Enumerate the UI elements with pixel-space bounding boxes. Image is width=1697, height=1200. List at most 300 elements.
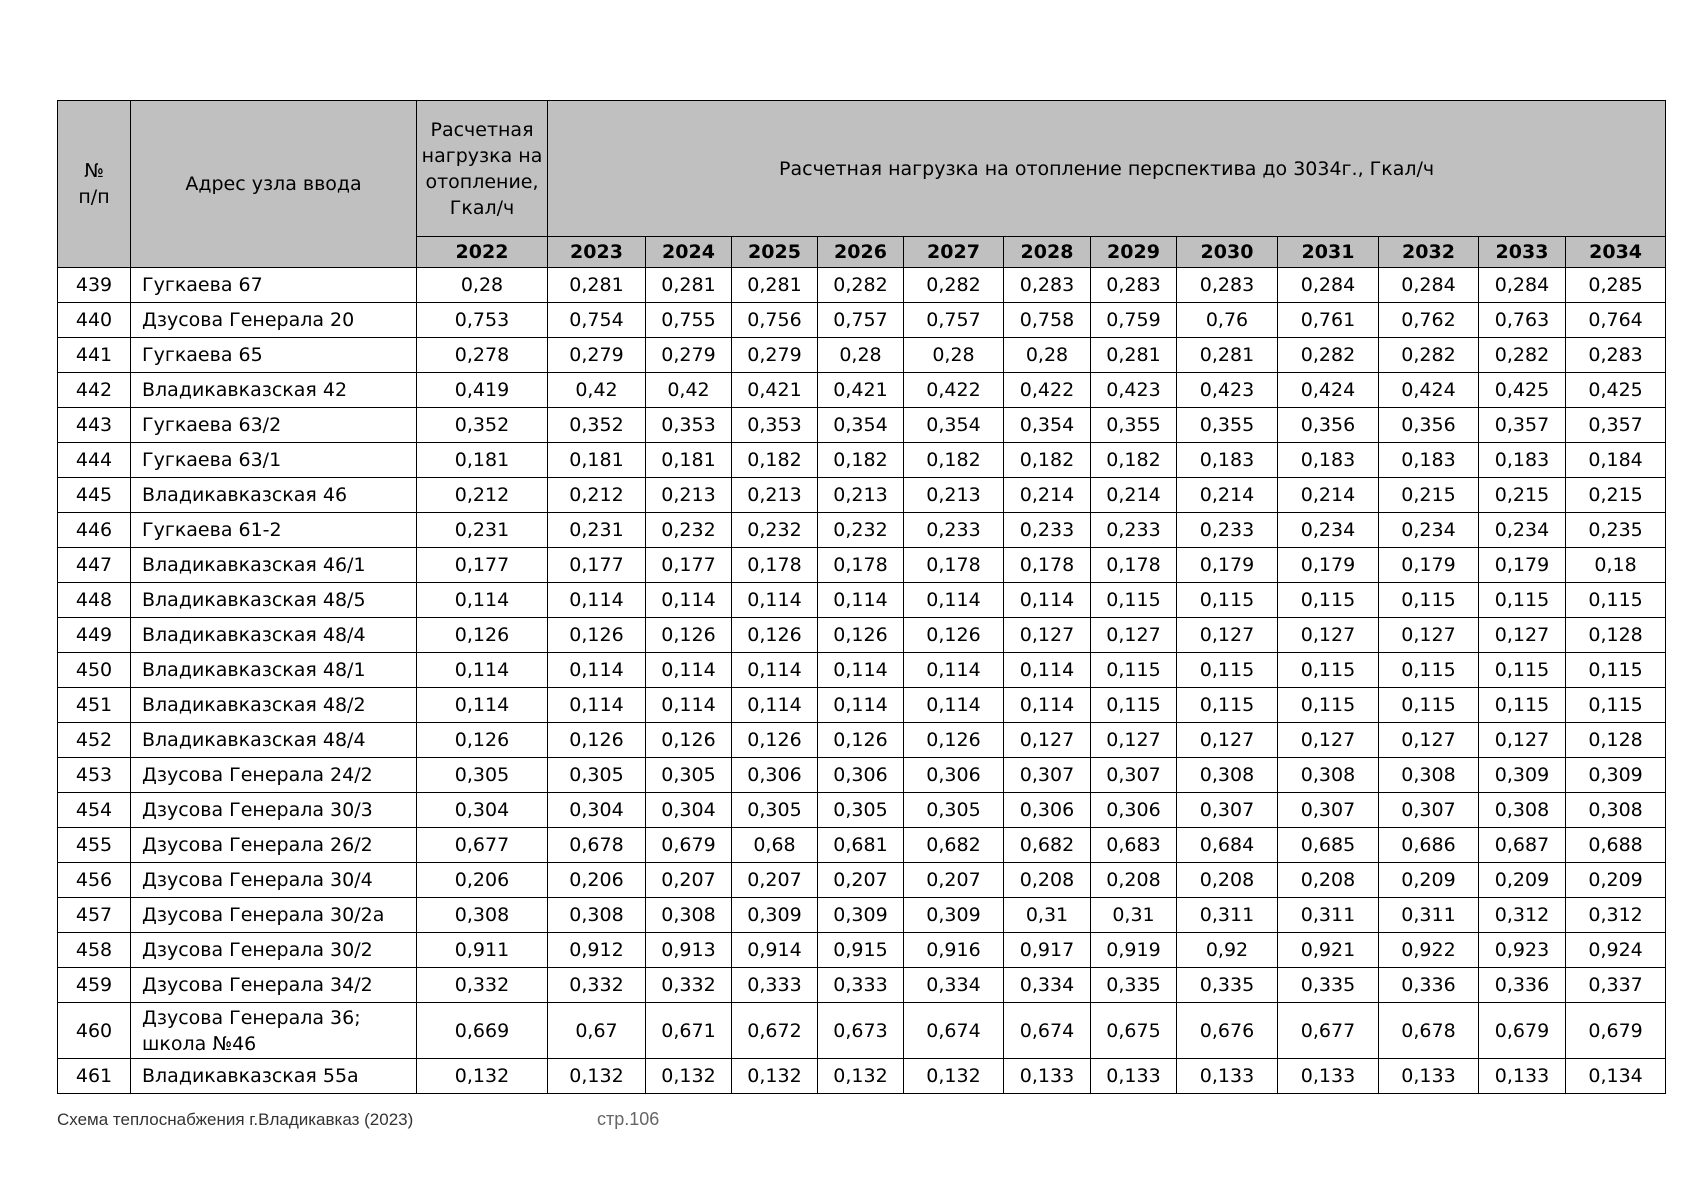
table-row <box>58 548 1666 583</box>
load-value-2032: 0,424 <box>1379 373 1479 408</box>
load-value-2030: 0,115 <box>1177 583 1278 618</box>
load-value-2028: 0,917 <box>1004 933 1091 968</box>
load-value-2022: 0,304 <box>417 793 548 828</box>
load-value-2029: 0,214 <box>1091 478 1177 513</box>
load-value-2030: 0,92 <box>1177 933 1278 968</box>
load-value-2024: 0,353 <box>646 408 732 443</box>
load-value-2028: 0,682 <box>1004 828 1091 863</box>
load-value-2027: 0,674 <box>904 1003 1004 1059</box>
load-value-2032: 0,127 <box>1379 723 1479 758</box>
load-value-2025: 0,114 <box>732 583 818 618</box>
load-value-2032: 0,311 <box>1379 898 1479 933</box>
load-value-2034: 0,115 <box>1566 583 1666 618</box>
load-value-2033: 0,215 <box>1479 478 1566 513</box>
load-value-2032: 0,678 <box>1379 1003 1479 1059</box>
load-value-2034: 0,115 <box>1566 653 1666 688</box>
load-value-2032: 0,115 <box>1379 688 1479 723</box>
load-value-2029: 0,31 <box>1091 898 1177 933</box>
table-row <box>58 408 1666 443</box>
year-header-2025: 2025 <box>732 237 818 268</box>
load-value-2023: 0,212 <box>548 478 646 513</box>
row-address: Дзусова Генерала 26/2 <box>131 828 417 863</box>
header-num: № п/п <box>58 101 131 268</box>
load-value-2032: 0,215 <box>1379 478 1479 513</box>
row-number: 441 <box>58 338 131 373</box>
year-header-2031: 2031 <box>1278 237 1379 268</box>
load-value-2022: 0,126 <box>417 723 548 758</box>
load-value-2028: 0,422 <box>1004 373 1091 408</box>
year-header-2034: 2034 <box>1566 237 1666 268</box>
load-value-2029: 0,283 <box>1091 268 1177 303</box>
load-value-2025: 0,178 <box>732 548 818 583</box>
load-value-2026: 0,354 <box>818 408 904 443</box>
row-number: 461 <box>58 1059 131 1094</box>
load-value-2034: 0,115 <box>1566 688 1666 723</box>
load-value-2029: 0,335 <box>1091 968 1177 1003</box>
year-header-2022: 2022 <box>417 237 548 268</box>
load-value-2026: 0,126 <box>818 723 904 758</box>
load-value-2032: 0,115 <box>1379 583 1479 618</box>
load-value-2024: 0,755 <box>646 303 732 338</box>
load-value-2031: 0,282 <box>1278 338 1379 373</box>
load-value-2026: 0,207 <box>818 863 904 898</box>
load-value-2026: 0,757 <box>818 303 904 338</box>
load-value-2028: 0,28 <box>1004 338 1091 373</box>
load-value-2031: 0,308 <box>1278 758 1379 793</box>
load-value-2031: 0,133 <box>1278 1059 1379 1094</box>
table-row <box>58 1003 1666 1059</box>
load-value-2032: 0,922 <box>1379 933 1479 968</box>
row-number: 448 <box>58 583 131 618</box>
load-value-2033: 0,234 <box>1479 513 1566 548</box>
load-value-2022: 0,332 <box>417 968 548 1003</box>
load-value-2032: 0,307 <box>1379 793 1479 828</box>
load-value-2031: 0,115 <box>1278 653 1379 688</box>
row-address: Дзусова Генерала 30/2а <box>131 898 417 933</box>
load-value-2034: 0,309 <box>1566 758 1666 793</box>
load-value-2029: 0,115 <box>1091 653 1177 688</box>
load-value-2022: 0,132 <box>417 1059 548 1094</box>
load-value-2034: 0,679 <box>1566 1003 1666 1059</box>
load-value-2030: 0,115 <box>1177 688 1278 723</box>
load-value-2029: 0,683 <box>1091 828 1177 863</box>
load-value-2032: 0,336 <box>1379 968 1479 1003</box>
load-value-2023: 0,177 <box>548 548 646 583</box>
row-address: Владикавказская 48/5 <box>131 583 417 618</box>
load-value-2022: 0,753 <box>417 303 548 338</box>
load-value-2033: 0,309 <box>1479 758 1566 793</box>
load-value-2033: 0,284 <box>1479 268 1566 303</box>
load-value-2026: 0,114 <box>818 688 904 723</box>
load-value-2022: 0,911 <box>417 933 548 968</box>
load-value-2022: 0,126 <box>417 618 548 653</box>
load-value-2028: 0,214 <box>1004 478 1091 513</box>
load-value-2030: 0,281 <box>1177 338 1278 373</box>
load-value-2027: 0,334 <box>904 968 1004 1003</box>
load-value-2023: 0,126 <box>548 723 646 758</box>
load-value-2026: 0,28 <box>818 338 904 373</box>
load-value-2033: 0,115 <box>1479 653 1566 688</box>
load-value-2023: 0,206 <box>548 863 646 898</box>
load-value-2028: 0,334 <box>1004 968 1091 1003</box>
row-address: Гугкаева 61-2 <box>131 513 417 548</box>
load-value-2026: 0,309 <box>818 898 904 933</box>
table-row <box>58 723 1666 758</box>
load-value-2025: 0,672 <box>732 1003 818 1059</box>
load-value-2022: 0,305 <box>417 758 548 793</box>
year-header-2028: 2028 <box>1004 237 1091 268</box>
load-value-2027: 0,126 <box>904 618 1004 653</box>
table-row <box>58 688 1666 723</box>
load-value-2027: 0,28 <box>904 338 1004 373</box>
year-header-2029: 2029 <box>1091 237 1177 268</box>
header-address: Адрес узла ввода <box>131 101 417 268</box>
load-value-2024: 0,671 <box>646 1003 732 1059</box>
load-value-2025: 0,279 <box>732 338 818 373</box>
load-value-2022: 0,278 <box>417 338 548 373</box>
load-value-2025: 0,68 <box>732 828 818 863</box>
load-value-2032: 0,762 <box>1379 303 1479 338</box>
load-value-2034: 0,235 <box>1566 513 1666 548</box>
load-value-2033: 0,336 <box>1479 968 1566 1003</box>
load-value-2024: 0,126 <box>646 723 732 758</box>
load-value-2022: 0,212 <box>417 478 548 513</box>
load-value-2022: 0,669 <box>417 1003 548 1059</box>
load-value-2025: 0,306 <box>732 758 818 793</box>
load-value-2032: 0,115 <box>1379 653 1479 688</box>
load-value-2027: 0,233 <box>904 513 1004 548</box>
load-value-2024: 0,304 <box>646 793 732 828</box>
row-number: 445 <box>58 478 131 513</box>
load-value-2030: 0,311 <box>1177 898 1278 933</box>
load-value-2026: 0,915 <box>818 933 904 968</box>
load-value-2030: 0,684 <box>1177 828 1278 863</box>
load-value-2030: 0,133 <box>1177 1059 1278 1094</box>
row-number: 456 <box>58 863 131 898</box>
load-value-2031: 0,208 <box>1278 863 1379 898</box>
table-row <box>58 443 1666 478</box>
load-value-2034: 0,184 <box>1566 443 1666 478</box>
load-value-2026: 0,213 <box>818 478 904 513</box>
row-address: Гугкаева 63/2 <box>131 408 417 443</box>
load-value-2027: 0,305 <box>904 793 1004 828</box>
load-value-2025: 0,353 <box>732 408 818 443</box>
row-address: Дзусова Генерала 30/2 <box>131 933 417 968</box>
load-value-2024: 0,279 <box>646 338 732 373</box>
load-value-2026: 0,114 <box>818 653 904 688</box>
header-base-load: Расчетная нагрузка на отопление, Гкал/ч <box>417 101 548 237</box>
load-value-2028: 0,233 <box>1004 513 1091 548</box>
load-value-2031: 0,284 <box>1278 268 1379 303</box>
load-value-2030: 0,423 <box>1177 373 1278 408</box>
row-number: 446 <box>58 513 131 548</box>
row-number: 443 <box>58 408 131 443</box>
row-number: 460 <box>58 1003 131 1059</box>
load-value-2033: 0,923 <box>1479 933 1566 968</box>
table-row <box>58 618 1666 653</box>
load-value-2026: 0,333 <box>818 968 904 1003</box>
load-value-2027: 0,178 <box>904 548 1004 583</box>
load-value-2033: 0,687 <box>1479 828 1566 863</box>
load-value-2031: 0,214 <box>1278 478 1379 513</box>
load-value-2031: 0,921 <box>1278 933 1379 968</box>
load-value-2030: 0,335 <box>1177 968 1278 1003</box>
load-value-2029: 0,919 <box>1091 933 1177 968</box>
row-number: 459 <box>58 968 131 1003</box>
row-address: Дзусова Генерала 36; школа №46 <box>131 1003 417 1059</box>
row-address: Дзусова Генерала 20 <box>131 303 417 338</box>
load-value-2025: 0,281 <box>732 268 818 303</box>
load-value-2028: 0,354 <box>1004 408 1091 443</box>
load-value-2025: 0,132 <box>732 1059 818 1094</box>
load-value-2023: 0,279 <box>548 338 646 373</box>
load-value-2029: 0,208 <box>1091 863 1177 898</box>
load-value-2027: 0,182 <box>904 443 1004 478</box>
load-value-2025: 0,914 <box>732 933 818 968</box>
load-value-2033: 0,179 <box>1479 548 1566 583</box>
load-value-2023: 0,42 <box>548 373 646 408</box>
load-value-2025: 0,126 <box>732 618 818 653</box>
row-number: 451 <box>58 688 131 723</box>
load-value-2027: 0,354 <box>904 408 1004 443</box>
load-value-2023: 0,231 <box>548 513 646 548</box>
load-value-2029: 0,182 <box>1091 443 1177 478</box>
load-value-2032: 0,127 <box>1379 618 1479 653</box>
table-row <box>58 758 1666 793</box>
load-value-2030: 0,676 <box>1177 1003 1278 1059</box>
load-value-2022: 0,206 <box>417 863 548 898</box>
load-value-2024: 0,213 <box>646 478 732 513</box>
load-value-2033: 0,282 <box>1479 338 1566 373</box>
table-row <box>58 933 1666 968</box>
load-value-2031: 0,127 <box>1278 618 1379 653</box>
load-value-2026: 0,421 <box>818 373 904 408</box>
load-value-2032: 0,133 <box>1379 1059 1479 1094</box>
load-value-2023: 0,114 <box>548 688 646 723</box>
load-value-2026: 0,232 <box>818 513 904 548</box>
year-header-2032: 2032 <box>1379 237 1479 268</box>
row-address: Владикавказская 55а <box>131 1059 417 1094</box>
table-row <box>58 583 1666 618</box>
load-value-2023: 0,67 <box>548 1003 646 1059</box>
load-value-2033: 0,308 <box>1479 793 1566 828</box>
load-value-2032: 0,308 <box>1379 758 1479 793</box>
load-value-2026: 0,282 <box>818 268 904 303</box>
load-value-2028: 0,758 <box>1004 303 1091 338</box>
row-number: 442 <box>58 373 131 408</box>
load-value-2026: 0,114 <box>818 583 904 618</box>
load-value-2029: 0,355 <box>1091 408 1177 443</box>
load-value-2029: 0,759 <box>1091 303 1177 338</box>
year-header-2023: 2023 <box>548 237 646 268</box>
load-value-2034: 0,128 <box>1566 618 1666 653</box>
load-value-2030: 0,76 <box>1177 303 1278 338</box>
load-value-2022: 0,419 <box>417 373 548 408</box>
row-number: 453 <box>58 758 131 793</box>
row-number: 457 <box>58 898 131 933</box>
load-value-2029: 0,127 <box>1091 723 1177 758</box>
year-header-2030: 2030 <box>1177 237 1278 268</box>
load-value-2026: 0,681 <box>818 828 904 863</box>
load-value-2026: 0,306 <box>818 758 904 793</box>
heat-load-table <box>57 100 1666 1094</box>
table-row <box>58 828 1666 863</box>
load-value-2026: 0,126 <box>818 618 904 653</box>
load-value-2032: 0,284 <box>1379 268 1479 303</box>
load-value-2022: 0,308 <box>417 898 548 933</box>
load-value-2025: 0,114 <box>732 653 818 688</box>
row-number: 458 <box>58 933 131 968</box>
load-value-2033: 0,679 <box>1479 1003 1566 1059</box>
load-value-2033: 0,312 <box>1479 898 1566 933</box>
load-value-2034: 0,134 <box>1566 1059 1666 1094</box>
row-address: Дзусова Генерала 30/4 <box>131 863 417 898</box>
load-value-2033: 0,133 <box>1479 1059 1566 1094</box>
load-value-2030: 0,307 <box>1177 793 1278 828</box>
load-value-2029: 0,233 <box>1091 513 1177 548</box>
load-value-2029: 0,127 <box>1091 618 1177 653</box>
load-value-2031: 0,307 <box>1278 793 1379 828</box>
load-value-2029: 0,675 <box>1091 1003 1177 1059</box>
year-header-2024: 2024 <box>646 237 732 268</box>
table-row <box>58 513 1666 548</box>
load-value-2022: 0,114 <box>417 688 548 723</box>
load-value-2024: 0,913 <box>646 933 732 968</box>
load-value-2027: 0,207 <box>904 863 1004 898</box>
load-value-2033: 0,209 <box>1479 863 1566 898</box>
load-value-2023: 0,912 <box>548 933 646 968</box>
load-value-2031: 0,335 <box>1278 968 1379 1003</box>
year-header-2026: 2026 <box>818 237 904 268</box>
load-value-2034: 0,283 <box>1566 338 1666 373</box>
row-address: Дзусова Генерала 30/3 <box>131 793 417 828</box>
row-number: 450 <box>58 653 131 688</box>
row-address: Дзусова Генерала 24/2 <box>131 758 417 793</box>
load-value-2023: 0,332 <box>548 968 646 1003</box>
load-value-2027: 0,114 <box>904 653 1004 688</box>
load-value-2034: 0,215 <box>1566 478 1666 513</box>
load-value-2027: 0,126 <box>904 723 1004 758</box>
load-value-2024: 0,207 <box>646 863 732 898</box>
table-row <box>58 373 1666 408</box>
load-value-2023: 0,114 <box>548 583 646 618</box>
load-value-2033: 0,115 <box>1479 583 1566 618</box>
load-value-2028: 0,114 <box>1004 583 1091 618</box>
load-value-2031: 0,424 <box>1278 373 1379 408</box>
load-value-2031: 0,685 <box>1278 828 1379 863</box>
row-number: 439 <box>58 268 131 303</box>
load-value-2027: 0,422 <box>904 373 1004 408</box>
load-value-2033: 0,115 <box>1479 688 1566 723</box>
load-value-2024: 0,332 <box>646 968 732 1003</box>
load-value-2032: 0,179 <box>1379 548 1479 583</box>
load-value-2034: 0,312 <box>1566 898 1666 933</box>
load-value-2031: 0,311 <box>1278 898 1379 933</box>
load-value-2030: 0,183 <box>1177 443 1278 478</box>
row-address: Владикавказская 46/1 <box>131 548 417 583</box>
load-value-2028: 0,114 <box>1004 688 1091 723</box>
table-row <box>58 338 1666 373</box>
load-value-2033: 0,183 <box>1479 443 1566 478</box>
load-value-2023: 0,678 <box>548 828 646 863</box>
load-value-2024: 0,181 <box>646 443 732 478</box>
row-address: Владикавказская 48/2 <box>131 688 417 723</box>
load-value-2030: 0,233 <box>1177 513 1278 548</box>
load-value-2023: 0,181 <box>548 443 646 478</box>
load-value-2034: 0,209 <box>1566 863 1666 898</box>
load-value-2030: 0,208 <box>1177 863 1278 898</box>
load-value-2024: 0,114 <box>646 688 732 723</box>
load-value-2027: 0,114 <box>904 583 1004 618</box>
load-value-2022: 0,177 <box>417 548 548 583</box>
load-value-2023: 0,126 <box>548 618 646 653</box>
load-value-2024: 0,177 <box>646 548 732 583</box>
load-value-2025: 0,305 <box>732 793 818 828</box>
load-value-2024: 0,114 <box>646 653 732 688</box>
row-address: Владикавказская 42 <box>131 373 417 408</box>
load-value-2025: 0,182 <box>732 443 818 478</box>
load-value-2026: 0,178 <box>818 548 904 583</box>
load-value-2028: 0,307 <box>1004 758 1091 793</box>
load-value-2024: 0,308 <box>646 898 732 933</box>
load-value-2026: 0,673 <box>818 1003 904 1059</box>
load-value-2022: 0,114 <box>417 653 548 688</box>
load-value-2028: 0,674 <box>1004 1003 1091 1059</box>
load-value-2024: 0,679 <box>646 828 732 863</box>
load-value-2031: 0,234 <box>1278 513 1379 548</box>
row-address: Гугкаева 63/1 <box>131 443 417 478</box>
load-value-2029: 0,423 <box>1091 373 1177 408</box>
table-row <box>58 478 1666 513</box>
load-value-2030: 0,214 <box>1177 478 1278 513</box>
load-value-2029: 0,133 <box>1091 1059 1177 1094</box>
load-value-2030: 0,127 <box>1177 723 1278 758</box>
row-number: 444 <box>58 443 131 478</box>
row-number: 447 <box>58 548 131 583</box>
load-value-2030: 0,308 <box>1177 758 1278 793</box>
row-number: 454 <box>58 793 131 828</box>
load-value-2031: 0,115 <box>1278 688 1379 723</box>
load-value-2030: 0,179 <box>1177 548 1278 583</box>
row-number: 452 <box>58 723 131 758</box>
load-value-2024: 0,42 <box>646 373 732 408</box>
table-row <box>58 268 1666 303</box>
load-value-2027: 0,132 <box>904 1059 1004 1094</box>
load-value-2028: 0,31 <box>1004 898 1091 933</box>
load-value-2029: 0,307 <box>1091 758 1177 793</box>
load-value-2028: 0,178 <box>1004 548 1091 583</box>
load-value-2032: 0,686 <box>1379 828 1479 863</box>
load-value-2034: 0,285 <box>1566 268 1666 303</box>
load-value-2023: 0,114 <box>548 653 646 688</box>
load-value-2025: 0,207 <box>732 863 818 898</box>
load-value-2031: 0,677 <box>1278 1003 1379 1059</box>
table-row <box>58 793 1666 828</box>
load-value-2027: 0,757 <box>904 303 1004 338</box>
load-value-2026: 0,305 <box>818 793 904 828</box>
table-body <box>58 268 1666 1094</box>
load-value-2028: 0,283 <box>1004 268 1091 303</box>
load-value-2025: 0,421 <box>732 373 818 408</box>
load-value-2022: 0,28 <box>417 268 548 303</box>
load-value-2024: 0,126 <box>646 618 732 653</box>
load-value-2033: 0,357 <box>1479 408 1566 443</box>
row-address: Дзусова Генерала 34/2 <box>131 968 417 1003</box>
row-number: 440 <box>58 303 131 338</box>
table-row <box>58 968 1666 1003</box>
load-value-2034: 0,924 <box>1566 933 1666 968</box>
load-value-2024: 0,281 <box>646 268 732 303</box>
